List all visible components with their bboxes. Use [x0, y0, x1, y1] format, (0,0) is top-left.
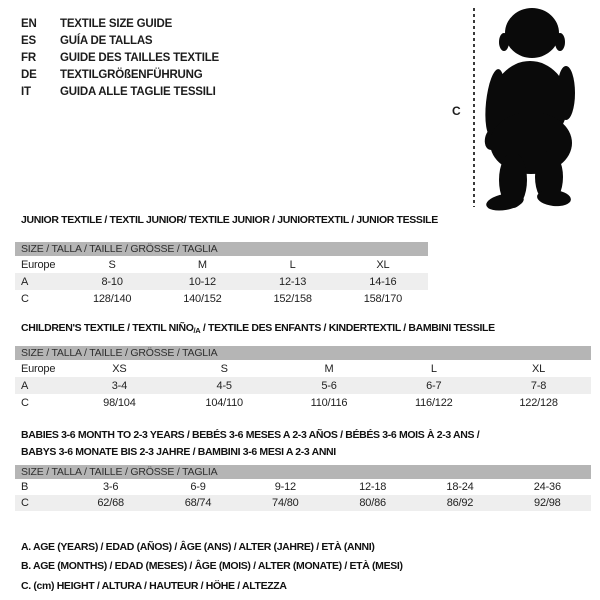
- note-age-years: A. AGE (YEARS) / EDAD (AÑOS) / ÂGE (ANS) / ALTER (JAHRE) / ETÀ (ANNI): [21, 540, 375, 553]
- table-row-europe: [15, 360, 591, 377]
- size-header-band: SIZE / TALLA / TAILLE / GRÖSSE / TAGLIA: [15, 242, 428, 256]
- note-age-months: B. AGE (MONTHS) / EDAD (MESES) / ÂGE (MOIS) / ALTER (MONATE) / ETÀ (MESI): [21, 560, 403, 573]
- row-label: C: [21, 497, 29, 509]
- size-cell: 12-18: [359, 481, 387, 493]
- size-cell: 3-6: [103, 481, 119, 493]
- size-cell: 18-24: [446, 481, 474, 493]
- size-cell: 3-4: [111, 379, 128, 392]
- table-row-age: [15, 273, 428, 290]
- table-row-age: [15, 377, 591, 394]
- size-cell: 6-9: [190, 481, 206, 493]
- table-row-europe: [15, 256, 428, 273]
- size-header-band: SIZE / TALLA / TAILLE / GRÖSSE / TAGLIA: [15, 346, 591, 360]
- note-height-cm: C. (cm) HEIGHT / ALTURA / HAUTEUR / HÖHE / ALTEZZA: [21, 579, 287, 592]
- size-cell: 86/92: [446, 497, 474, 509]
- size-cell: 152/158: [273, 292, 312, 305]
- size-cell: 6-7: [426, 379, 442, 392]
- size-cell: S: [220, 362, 228, 375]
- babies-size-table: [15, 465, 591, 511]
- language-row-de: [21, 66, 219, 83]
- size-cell: 92/98: [534, 497, 561, 509]
- language-code: IT: [21, 85, 31, 98]
- language-row-fr: [21, 49, 219, 66]
- size-cell: M: [324, 362, 334, 375]
- language-code: EN: [21, 17, 37, 30]
- baby-silhouette: [482, 6, 582, 214]
- language-title: GUIDA ALLE TAGLIE TESSILI: [60, 85, 216, 98]
- row-label: A: [21, 275, 29, 288]
- size-cell: XS: [112, 362, 127, 375]
- language-code: ES: [21, 34, 36, 47]
- junior-table-title: JUNIOR TEXTILE / TEXTIL JUNIOR/ TEXTILE JUNIOR / JUNIORTEXTIL / JUNIOR TESSILE: [21, 214, 438, 226]
- language-title: TEXTILE SIZE GUIDE: [60, 17, 173, 30]
- size-cell: 62/68: [97, 497, 124, 509]
- size-cell: 110/116: [310, 396, 348, 409]
- table-row-height: [15, 394, 591, 411]
- size-cell: 158/170: [363, 292, 403, 305]
- children-size-table: [15, 346, 591, 411]
- babies-title-line1: BABIES 3-6 MONTH TO 2-3 YEARS / BEBÉS 3-6 MESES A 2-3 AÑOS / BÉBÉS 3-6 MOIS À 2-3 ANS /: [21, 429, 480, 441]
- size-cell: 10-12: [188, 275, 216, 288]
- height-measure-dashed-line: [473, 8, 475, 207]
- language-code: DE: [21, 68, 37, 81]
- babies-title-line2: BABYS 3-6 MONATE BIS 2-3 JAHRE / BAMBINI 3-6 MESI A 2-3 ANNI: [21, 446, 336, 458]
- height-measure-label: C: [452, 104, 461, 118]
- language-row-it: [21, 83, 219, 100]
- size-cell: XL: [532, 362, 546, 375]
- language-row-en: [21, 15, 219, 32]
- size-cell: L: [289, 258, 296, 271]
- size-cell: XL: [376, 258, 390, 271]
- table-row-height: [15, 290, 428, 307]
- size-cell: 98/104: [103, 396, 136, 409]
- language-row-es: [21, 32, 219, 49]
- table-row-months: [15, 479, 591, 495]
- size-cell: M: [197, 258, 207, 271]
- junior-size-table: [15, 242, 428, 307]
- size-cell: 24-36: [533, 481, 561, 493]
- size-cell: 80/86: [359, 497, 386, 509]
- size-cell: 104/110: [205, 396, 243, 409]
- size-cell: 68/74: [184, 497, 212, 509]
- children-table-title: [21, 322, 495, 337]
- row-label: C: [21, 396, 29, 409]
- language-title-list: [21, 15, 219, 100]
- babies-table-title: [21, 427, 479, 461]
- size-cell: 7-8: [530, 379, 547, 392]
- row-label: B: [21, 481, 29, 493]
- language-title: TEXTILGRÖßENFÜHRUNG: [60, 68, 203, 81]
- row-label: C: [21, 292, 29, 305]
- language-code: FR: [21, 51, 36, 64]
- size-cell: 4-5: [216, 379, 232, 392]
- size-cell: S: [108, 258, 116, 271]
- title-subscript: /A: [193, 326, 201, 335]
- size-cell: 9-12: [274, 481, 296, 493]
- size-cell: 128/140: [92, 292, 132, 305]
- size-cell: 74/80: [272, 497, 299, 509]
- language-title: GUIDE DES TAILLES TEXTILE: [60, 51, 219, 64]
- size-cell: L: [430, 362, 437, 375]
- title-text: CHILDREN'S TEXTILE / TEXTIL NIÑO: [21, 322, 194, 334]
- size-cell: 5-6: [321, 379, 337, 392]
- size-cell: 8-10: [101, 275, 123, 288]
- legend-notes: [21, 537, 403, 596]
- size-cell: 122/128: [519, 396, 558, 409]
- row-label: Europe: [21, 258, 56, 271]
- size-cell: 14-16: [369, 275, 397, 288]
- size-header-band: SIZE / TALLA / TAILLE / GRÖSSE / TAGLIA: [15, 465, 591, 479]
- row-label: Europe: [21, 362, 56, 375]
- size-cell: 140/152: [183, 292, 222, 305]
- title-text: / TEXTILE DES ENFANTS / KINDERTEXTIL / BAMBINI TESSILE: [200, 322, 495, 334]
- table-row-height: [15, 495, 591, 511]
- language-title: GUÍA DE TALLAS: [60, 34, 153, 47]
- size-cell: 12-13: [279, 275, 307, 288]
- size-cell: 116/122: [415, 396, 453, 409]
- row-label: A: [21, 379, 29, 392]
